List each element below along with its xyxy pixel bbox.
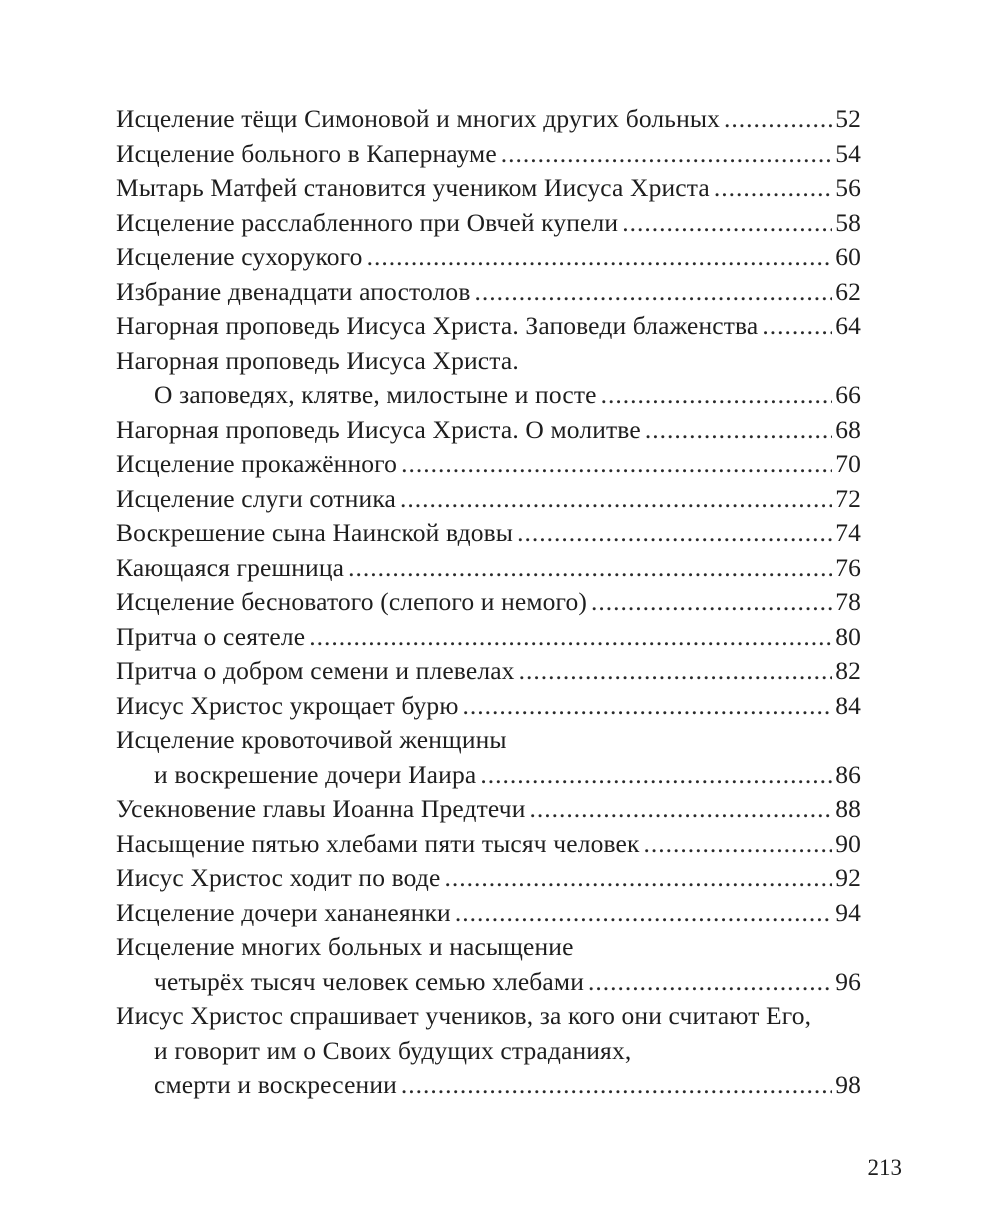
toc-entry <box>116 413 861 448</box>
toc-entry-line <box>116 861 861 896</box>
toc-entry-line <box>116 689 861 724</box>
toc-entry <box>116 275 861 310</box>
toc-entry-title: Мытарь Матфей становится учеником Иисуса Христа <box>116 173 710 202</box>
toc-entry <box>116 137 861 172</box>
toc-entry-page: 88 <box>835 794 861 823</box>
toc-entry-line <box>116 344 861 379</box>
toc-entry-line <box>116 102 861 137</box>
toc-entry-page: 68 <box>835 414 861 444</box>
toc-entry <box>116 206 861 241</box>
toc-entry-title: Исцеление кровоточивой женщины <box>116 725 507 754</box>
toc-entry-line <box>116 896 861 931</box>
toc-entry-page: 96 <box>835 966 861 996</box>
toc-entry-line <box>116 723 861 758</box>
table-of-contents <box>116 102 861 1103</box>
toc-entry-line <box>116 620 861 655</box>
toc-entry-line <box>116 309 861 344</box>
dot-leader <box>367 240 833 275</box>
dot-leader <box>401 1068 832 1103</box>
dot-leader <box>645 413 832 448</box>
toc-entry-page: 78 <box>835 587 861 616</box>
toc-entry <box>116 551 861 586</box>
toc-entry-title: Исцеление прокажённого <box>116 449 398 478</box>
toc-entry-page: 64 <box>835 311 861 340</box>
toc-entry-continuation-line <box>116 378 861 413</box>
toc-entry-continuation-line <box>116 758 861 793</box>
toc-entry-title: и воскрешение дочери Иаира <box>154 759 477 789</box>
toc-entry-page: 70 <box>835 449 861 478</box>
dot-leader <box>601 378 833 413</box>
toc-entry-title: Исцеление тёщи Симоновой и многих других больных <box>116 104 721 133</box>
toc-entry <box>116 689 861 724</box>
toc-entry-page: 90 <box>835 828 861 858</box>
dot-leader <box>348 551 832 586</box>
toc-entry-title: Исцеление дочери хананеянки <box>116 897 451 927</box>
toc-entry-line <box>116 447 861 482</box>
toc-entry-line <box>116 930 861 965</box>
toc-entry <box>116 723 861 792</box>
toc-entry-title: и говорит им о Своих будущих страданиях, <box>154 1035 632 1065</box>
dot-leader <box>501 137 832 172</box>
toc-entry-page: 60 <box>835 242 861 271</box>
toc-entry-title: Нагорная проповедь Иисуса Христа. Заповеди блаженства <box>116 311 759 340</box>
toc-entry-title: Нагорная проповедь Иисуса Христа. О молитве <box>116 414 641 444</box>
toc-entry <box>116 654 861 689</box>
toc-entry-continuation-line <box>116 1034 861 1069</box>
dot-leader <box>530 792 833 827</box>
dot-leader <box>475 275 833 310</box>
toc-entry-page: 62 <box>835 276 861 306</box>
toc-entry-title: Иисус Христос ходит по воде <box>116 863 441 892</box>
toc-entry <box>116 102 861 137</box>
toc-entry <box>116 896 861 931</box>
toc-entry-title: Исцеление расслабленного при Овчей купели <box>116 207 619 237</box>
toc-entry <box>116 516 861 551</box>
toc-entry-page: 52 <box>835 104 861 133</box>
toc-entry-page: 72 <box>835 483 861 513</box>
toc-entry <box>116 585 861 620</box>
toc-entry-title: Притча о сеятеле <box>116 621 306 651</box>
toc-entry-title: Иисус Христос спрашивает учеников, за кого они считают Его, <box>116 1001 812 1030</box>
toc-entry <box>116 447 861 482</box>
dot-leader <box>444 861 832 896</box>
toc-entry <box>116 792 861 827</box>
dot-leader <box>588 965 832 1000</box>
toc-entry-title: О заповедях, клятве, милостыне и посте <box>154 380 597 409</box>
dot-leader <box>463 689 833 724</box>
toc-entry-continuation-line <box>116 1068 861 1103</box>
toc-entry-title: Исцеление многих больных и насыщение <box>116 932 574 961</box>
toc-entry <box>116 620 861 655</box>
toc-entry-title: Нагорная проповедь Иисуса Христа. <box>116 345 519 375</box>
toc-entry-page: 82 <box>835 656 861 685</box>
dot-leader <box>400 482 832 517</box>
toc-entry-line <box>116 482 861 517</box>
toc-entry-title: Притча о добром семени и плевелах <box>116 656 515 685</box>
toc-entry-page: 56 <box>835 173 861 202</box>
toc-entry-page: 58 <box>835 207 861 237</box>
dot-leader <box>762 309 832 344</box>
toc-entry-page: 86 <box>835 759 861 789</box>
dot-leader <box>401 447 832 482</box>
toc-entry-title: Иисус Христос укрощает бурю <box>116 690 459 720</box>
toc-entry-page: 92 <box>835 863 861 892</box>
toc-entry-title: Исцеление сухорукого <box>116 242 363 271</box>
toc-entry-line <box>116 792 861 827</box>
dot-leader <box>591 585 832 620</box>
dot-leader <box>455 896 832 931</box>
toc-entry <box>116 240 861 275</box>
toc-entry-line <box>116 171 861 206</box>
toc-entry <box>116 930 861 999</box>
toc-entry <box>116 861 861 896</box>
toc-entry-line <box>116 551 861 586</box>
toc-entry-line <box>116 137 861 172</box>
toc-entry-line <box>116 999 861 1034</box>
toc-entry-line <box>116 413 861 448</box>
toc-entry <box>116 171 861 206</box>
toc-entry <box>116 309 861 344</box>
toc-entry <box>116 482 861 517</box>
toc-entry-title: Насыщение пятью хлебами пяти тысяч человек <box>116 828 640 858</box>
toc-entry-title: Кающаяся грешница <box>116 552 345 582</box>
toc-entry-line <box>116 585 861 620</box>
toc-entry-page: 84 <box>835 690 861 720</box>
toc-entry <box>116 827 861 862</box>
toc-entry-title: четырёх тысяч человек семью хлебами <box>154 966 584 996</box>
toc-entry-continuation-line <box>116 965 861 1000</box>
page-number: 213 <box>867 1155 902 1180</box>
toc-entry-page: 94 <box>835 897 861 927</box>
toc-entry-page: 80 <box>835 621 861 651</box>
toc-entry-title: Усекновение главы Иоанна Предтечи <box>116 794 526 823</box>
toc-entry-title: Исцеление бесноватого (слепого и немого) <box>116 587 588 616</box>
toc-entry-title: Исцеление слуги сотника <box>116 483 396 513</box>
toc-entry-line <box>116 516 861 551</box>
toc-entry-line <box>116 206 861 241</box>
dot-leader <box>517 516 832 551</box>
toc-entry-page: 98 <box>835 1070 861 1099</box>
toc-entry-title: Избрание двенадцати апостолов <box>116 276 471 306</box>
toc-entry <box>116 999 861 1103</box>
dot-leader <box>644 827 833 862</box>
toc-entry-page: 76 <box>835 552 861 582</box>
toc-entry-title: Воскрешение сына Наинской вдовы <box>116 518 514 547</box>
dot-leader <box>724 102 832 137</box>
toc-entry-title: смерти и воскресении <box>154 1070 397 1099</box>
toc-entry-page: 66 <box>835 380 861 409</box>
dot-leader <box>309 620 832 655</box>
dot-leader <box>622 206 832 241</box>
toc-entry-line <box>116 240 861 275</box>
dot-leader <box>519 654 833 689</box>
dot-leader <box>714 171 832 206</box>
toc-entry-line <box>116 275 861 310</box>
toc-entry-line <box>116 827 861 862</box>
toc-entry-line <box>116 654 861 689</box>
toc-entry-page: 54 <box>835 138 861 168</box>
dot-leader <box>480 758 832 793</box>
toc-entry-page: 74 <box>835 518 861 547</box>
toc-entry-title: Исцеление больного в Капернауме <box>116 138 497 168</box>
toc-entry <box>116 344 861 413</box>
